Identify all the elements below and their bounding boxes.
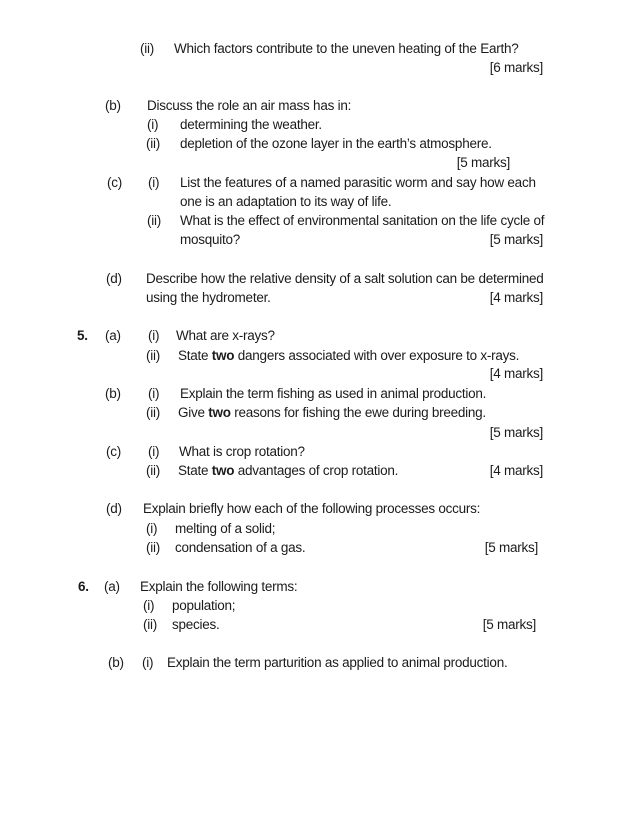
document-line: [0, 442, 638, 461]
item-label: (ii): [146, 136, 160, 151]
item-label: (i): [142, 655, 154, 670]
item-label: (i): [143, 598, 155, 613]
document-line: [0, 615, 638, 634]
item-label: (i): [147, 117, 159, 132]
item-label: (d): [106, 501, 122, 516]
document-line: [0, 519, 638, 538]
question-text: Explain briefly how each of the following processes occurs:: [143, 501, 481, 516]
document-line: [0, 403, 638, 422]
question-text: one is an adaptation to its way of life.: [180, 194, 392, 209]
item-label: (i): [148, 328, 160, 343]
item-label: (ii): [146, 540, 160, 555]
item-label: (i): [148, 444, 160, 459]
document-line: [0, 39, 638, 58]
question-text: melting of a solid;: [175, 521, 276, 536]
document-line: [0, 596, 638, 615]
document-line: [0, 153, 638, 172]
question-text: Which factors contribute to the uneven heating of the Earth?: [174, 41, 519, 56]
item-label: (b): [105, 386, 121, 401]
item-label: (ii): [146, 348, 160, 363]
marks-label: [5 marks]: [489, 425, 543, 440]
document-line: [0, 173, 638, 192]
question-text: Explain the term parturition as applied to animal production.: [167, 655, 508, 670]
marks-label: [6 marks]: [489, 60, 543, 75]
item-label: (ii): [143, 617, 157, 632]
item-label: (b): [105, 98, 121, 113]
question-text: using the hydrometer.: [146, 290, 271, 305]
question-text: Explain the following terms:: [140, 579, 298, 594]
document-line: [0, 577, 638, 596]
document-line: [0, 461, 638, 480]
document-line: [0, 96, 638, 115]
document-line: [0, 423, 638, 442]
item-label: (ii): [146, 405, 160, 420]
item-label: (d): [106, 271, 122, 286]
question-text: List the features of a named parasitic worm and say how each: [180, 175, 536, 190]
item-label: (a): [104, 579, 120, 594]
item-label: (ii): [140, 41, 154, 56]
document-line: [0, 58, 638, 77]
question-text: species.: [172, 617, 220, 632]
item-label: (i): [146, 521, 158, 536]
marks-label: [4 marks]: [489, 463, 543, 478]
question-text: Discuss the role an air mass has in:: [147, 98, 352, 113]
document-line: [0, 211, 638, 230]
item-label: (i): [148, 386, 160, 401]
document-line: [0, 499, 638, 518]
question-text: condensation of a gas.: [175, 540, 306, 555]
document-line: [0, 384, 638, 403]
document-line: [0, 364, 638, 383]
item-label: (b): [108, 655, 124, 670]
question-text: Describe how the relative density of a salt solution can be determined: [146, 271, 544, 286]
marks-label: [5 marks]: [456, 155, 510, 170]
item-label: (ii): [147, 213, 161, 228]
question-text: State two dangers associated with over exposure to x-rays.: [178, 348, 520, 363]
question-text: depletion of the ozone layer in the earth’s atmosphere.: [180, 136, 492, 151]
document-line: [0, 346, 638, 365]
item-label: (c): [106, 444, 121, 459]
document-line: [0, 134, 638, 153]
document-line: [0, 538, 638, 557]
item-label: (ii): [146, 463, 160, 478]
marks-label: [5 marks]: [482, 617, 536, 632]
document-line: [0, 269, 638, 288]
document-line: [0, 653, 638, 672]
question-number: 5.: [77, 328, 88, 343]
item-label: (a): [105, 328, 121, 343]
question-text: State two advantages of crop rotation.: [178, 463, 399, 478]
document-line: [0, 115, 638, 134]
document-line: [0, 192, 638, 211]
question-text: population;: [172, 598, 236, 613]
question-text: What is the effect of environmental sanitation on the life cycle of: [180, 213, 545, 228]
item-label: (c): [107, 175, 122, 190]
question-text: determining the weather.: [180, 117, 322, 132]
marks-label: [5 marks]: [484, 540, 538, 555]
document-line: [0, 326, 638, 345]
marks-label: [5 marks]: [489, 232, 543, 247]
marks-label: [4 marks]: [489, 290, 543, 305]
marks-label: [4 marks]: [489, 366, 543, 381]
question-text: Give two reasons for fishing the ewe during breeding.: [178, 405, 486, 420]
question-number: 6.: [78, 579, 89, 594]
question-text: What are x-rays?: [176, 328, 275, 343]
document-line: [0, 230, 638, 249]
question-text: What is crop rotation?: [179, 444, 305, 459]
item-label: (i): [148, 175, 160, 190]
question-text: Explain the term fishing as used in animal production.: [180, 386, 487, 401]
question-text: mosquito?: [180, 232, 241, 247]
document-line: [0, 288, 638, 307]
